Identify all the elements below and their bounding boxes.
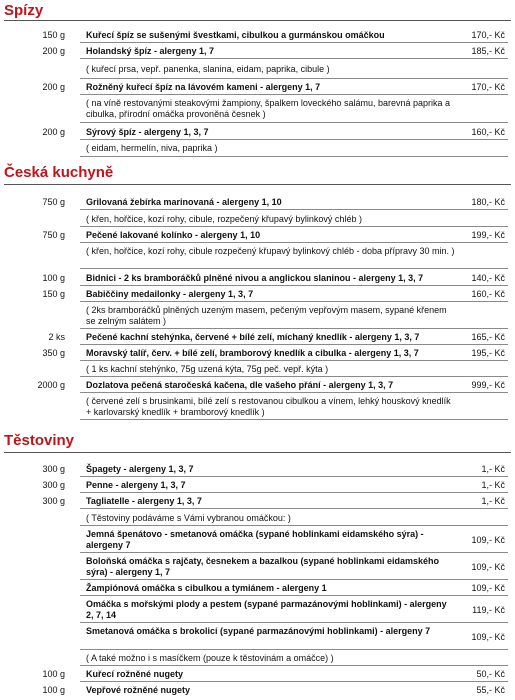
row-divider — [80, 42, 508, 43]
item-price: 185,- Kč — [471, 46, 505, 56]
item-price: 109,- Kč — [471, 632, 505, 642]
item-weight: 100 g — [42, 273, 65, 283]
item-weight: 200 g — [42, 46, 65, 56]
item-name: Tagliatelle - alergeny 1, 3, 7 — [86, 496, 202, 506]
section-title-testoviny: Těstoviny — [4, 432, 75, 449]
section-title-ceska-kuchyne: Česká kuchyně — [4, 164, 114, 181]
item-name: Jemná špenátovo - smetanová omáčka (sypané hoblinkami eidamského sýra) - alergeny 7 — [86, 529, 424, 550]
section-title-spizy: Spízy — [4, 2, 44, 19]
item-note: ( A také možno i s masíčkem (pouze k těstovinám a omáčce) ) — [86, 653, 334, 663]
row-divider — [80, 508, 508, 509]
item-price: 199,- Kč — [471, 230, 505, 240]
item-weight: 150 g — [42, 289, 65, 299]
section-divider — [4, 20, 511, 21]
item-name: Pečené lakované kolínko - alergeny 1, 10 — [86, 230, 261, 240]
row-divider — [80, 122, 508, 123]
item-price: 109,- Kč — [471, 583, 505, 593]
row-divider — [80, 226, 508, 227]
item-price: 140,- Kč — [471, 273, 505, 283]
item-weight: 300 g — [42, 464, 65, 474]
row-divider — [80, 392, 508, 393]
item-ingredients: ( 2ks bramboráčků plněných uzeným masem, pečeným vepřovým masem, sypané křenem se zelným salátem ) — [86, 305, 447, 326]
item-weight: 750 g — [42, 230, 65, 240]
section-divider — [4, 452, 511, 453]
row-divider — [80, 360, 508, 361]
item-ingredients: ( červené zelí s brusinkami, bílé zelí s restovanou cibulkou a vínem, lehký houskový knedlík + karlovarský knedlík + bramborový knedlík ) — [86, 396, 451, 417]
row-divider — [80, 139, 508, 140]
row-divider — [80, 595, 508, 596]
item-price: 170,- Kč — [471, 30, 505, 40]
row-divider — [80, 376, 508, 377]
row-divider — [80, 94, 508, 95]
row-divider — [80, 268, 508, 269]
item-weight: 2 ks — [48, 332, 65, 342]
row-divider — [80, 242, 508, 243]
item-ingredients: ( na víně restovanými steakovými žampiony, špalkem loveckého salámu, barevná paprika a cibulka, přírodní omáčka provoněná česnek ) — [86, 98, 451, 119]
item-price: 109,- Kč — [471, 535, 505, 545]
row-divider — [80, 58, 508, 59]
item-price: 170,- Kč — [471, 82, 505, 92]
item-name: Pečené kachní stehýnka, červené + bílé zelí, míchaný knedlík - alergeny 1, 3, 7 — [86, 332, 420, 342]
item-weight: 300 g — [42, 496, 65, 506]
item-name: Penne - alergeny 1, 3, 7 — [86, 480, 186, 490]
item-name: Rožněný kuřecí špíz na lávovém kameni - alergeny 1, 7 — [86, 82, 321, 92]
row-divider — [80, 681, 508, 682]
item-price: 160,- Kč — [471, 127, 505, 137]
item-name: Kuřecí rožněné nugety — [86, 669, 184, 679]
item-price: 109,- Kč — [471, 562, 505, 572]
item-price: 195,- Kč — [471, 348, 505, 358]
row-divider — [80, 492, 508, 493]
row-divider — [80, 525, 508, 526]
row-divider — [80, 579, 508, 580]
item-price: 160,- Kč — [471, 289, 505, 299]
item-name: Sýrový špíz - alergeny 1, 3, 7 — [86, 127, 209, 137]
item-name: Vepřové rožněné nugety — [86, 685, 191, 695]
item-name: Holandský špíz - alergeny 1, 7 — [86, 46, 215, 56]
item-weight: 350 g — [42, 348, 65, 358]
row-divider — [80, 78, 508, 79]
item-weight: 200 g — [42, 127, 65, 137]
item-name: Grilovaná žebírka marinovaná - alergeny 1, 10 — [86, 197, 282, 207]
item-price: 1,- Kč — [481, 480, 505, 490]
row-divider — [80, 209, 508, 210]
item-price: 119,- Kč — [472, 605, 505, 615]
item-price: 50,- Kč — [476, 669, 505, 679]
item-weight: 100 g — [42, 669, 65, 679]
item-weight: 200 g — [42, 82, 65, 92]
item-price: 999,- Kč — [471, 380, 505, 390]
item-name: Moravský talíř, červ. + bílé zelí, bramborový knedlík a cibulka - alergeny 1, 3, 7 — [86, 348, 419, 358]
row-divider — [80, 419, 508, 420]
item-ingredients: ( křen, hořčice, kozí rohy, cibule rozpečený křupavý bylinkový chléb - doba přípravy 30 min. ) — [86, 246, 455, 256]
row-divider — [80, 285, 508, 286]
item-weight: 300 g — [42, 480, 65, 490]
item-ingredients: ( eidam, hermelín, niva, paprika ) — [86, 143, 218, 153]
item-price: 165,- Kč — [471, 332, 505, 342]
item-name: Dozlatova pečená staročeská kačena, dle vašeho přání - alergeny 1, 3, 7 — [86, 380, 394, 390]
item-name: Žampiónová omáčka s cibulkou a tymiánem - alergeny 1 — [86, 583, 327, 593]
row-divider — [80, 552, 508, 553]
item-ingredients: ( 1 ks kachní stehýnko, 75g uzená kýta, 75g peč. vepř. kýta ) — [86, 364, 329, 374]
row-divider — [80, 476, 508, 477]
row-divider — [80, 622, 508, 623]
item-price: 1,- Kč — [481, 496, 505, 506]
item-name: Špagety - alergeny 1, 3, 7 — [86, 464, 194, 474]
row-divider — [80, 344, 508, 345]
item-note: ( Těstoviny podáváme s Vámi vybranou omáčkou: ) — [86, 513, 291, 523]
row-divider — [80, 649, 508, 650]
item-name: Boloňská omáčka s rajčaty, česnekem a bazalkou (sypané hoblinkami eidamského sýra) - alergeny 1, 7 — [86, 556, 439, 577]
row-divider — [80, 301, 508, 302]
item-name: Omáčka s mořskými plody a pestem (sypané parmazánovými hoblinkami) - alergeny 2, 7, 14 — [86, 599, 447, 620]
item-ingredients: ( kuřecí prsa, vepř. panenka, slanina, eidam, paprika, cibule ) — [86, 64, 330, 74]
item-weight: 100 g — [42, 685, 65, 695]
item-name: Bidnici - 2 ks bramboráčků plněné nivou a anglickou slaninou - alergeny 1, 3, 7 — [86, 273, 424, 283]
item-ingredients: ( křen, hořčice, kozí rohy, cibule, rozpečený křupavý bylinkový chléb ) — [86, 214, 362, 224]
row-divider — [80, 665, 508, 666]
row-divider — [80, 328, 508, 329]
item-price: 1,- Kč — [481, 464, 505, 474]
section-divider — [4, 184, 511, 185]
item-name: Babiččiny medailonky - alergeny 1, 3, 7 — [86, 289, 254, 299]
item-weight: 750 g — [42, 197, 65, 207]
item-price: 55,- Kč — [476, 685, 505, 695]
item-weight: 2000 g — [37, 380, 65, 390]
row-divider — [80, 156, 508, 157]
item-name: Smetanová omáčka s brokolicí (sypané parmazánovými hoblinkami) - alergeny 7 — [86, 626, 431, 636]
item-weight: 150 g — [42, 30, 65, 40]
item-price: 180,- Kč — [471, 197, 505, 207]
item-name: Kuřecí špíz se sušenými švestkami, cibulkou a gurmánskou omáčkou — [86, 30, 385, 40]
